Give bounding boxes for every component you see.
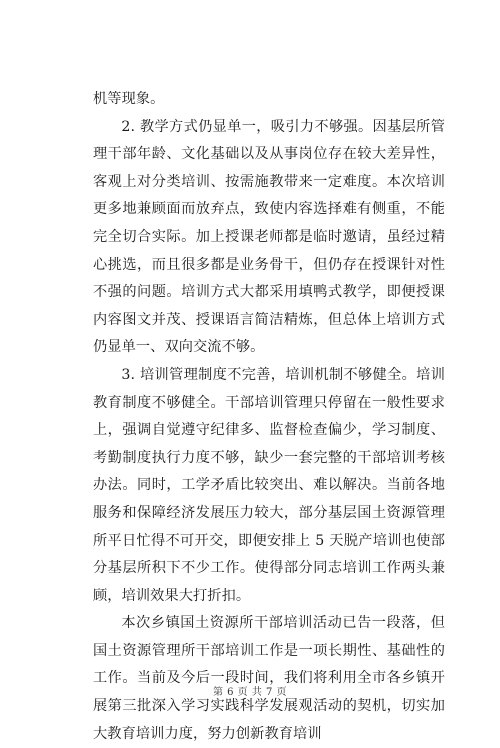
paragraph-teaching-method: 2. 教学方式仍显单一，吸引力不够强。因基层所管理干部年龄、文化基础以及从事岗位存在较大差异性，客观上对分类培训、按需施教带来一定难度。本次培训更多地兼顾面而放弃点，致使内容选择难有侧重，不能完全切合实际。加上授课老师都是临时邀请，虽经过精心挑选，而且很多都是业务骨干，但仍存在授课针对性不强的问题。培训方式大都采用填鸭式教学，即便授课内容图文并茂、授课语言简洁精炼，但总体上培训方式仍显单一、双向交流不够。	[93, 118, 445, 356]
paragraph-training-management: 3. 培训管理制度不完善，培训机制不够健全。培训教育制度不够健全。干部培训管理只停留在一般性要求上，强调自觉遵守纪律多、监督检查偏少，学习制度、考勤制度执行力度不够，缺少一套完整的干部培训考核办法。同时，工学矛盾比较突出、难以解决。当前各地服务和保障经济发展压力较大，部分基层国土资源管理所平日忙得不可开交，即便安排上 5 天脱产培训也使部分基层所积下不少工作。使得部分同志培训工作两头兼顾，培训效果大打折扣。	[93, 366, 445, 604]
paragraph-continuation: 机等现象。	[93, 91, 165, 107]
paragraph-conclusion: 本次乡镇国土资源所干部培训活动已告一段落，但国土资源管理所干部培训工作是一项长期性、基础性的工作。当前及今后一段时间，我们将利用全市各乡镇开展第三批深入学习实践科学发展观活动的契机，切实加大教育培训力度，努力创新教育培训	[93, 615, 445, 742]
document-body	[93, 86, 445, 748]
page-number-footer: 第 6 页 共 7 页	[212, 687, 288, 698]
